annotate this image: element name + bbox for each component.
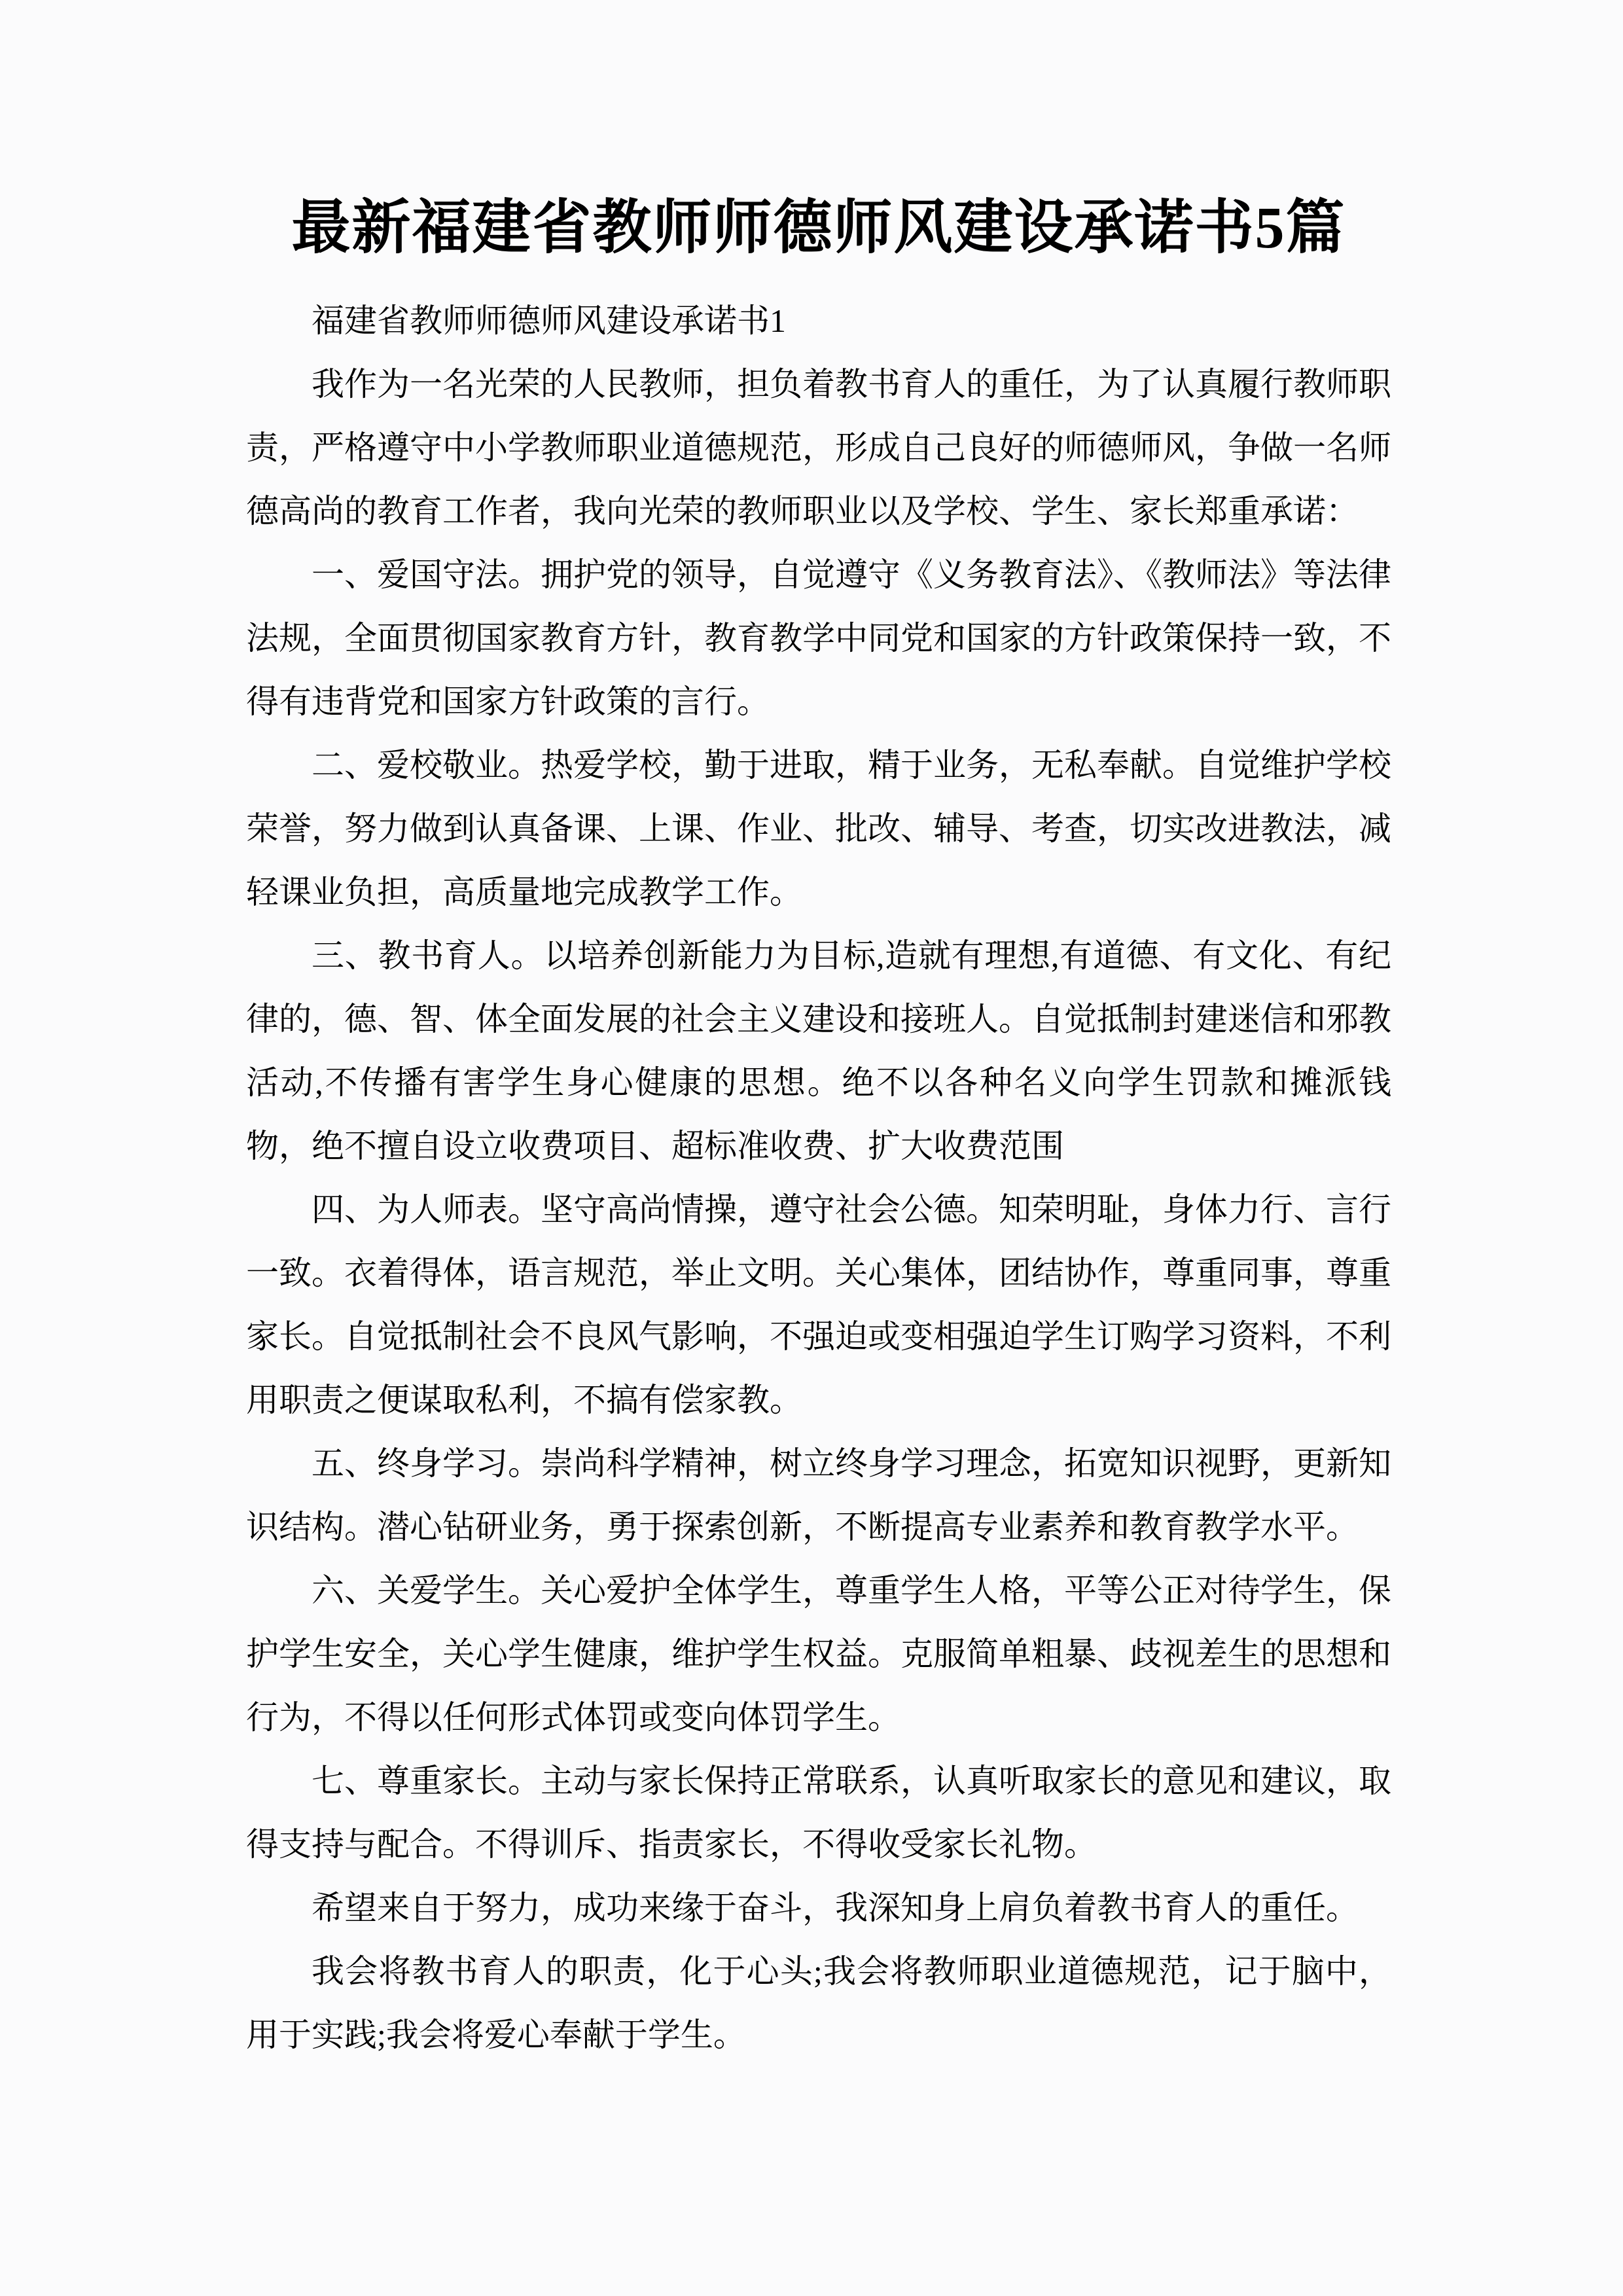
document-body <box>246 289 1391 2067</box>
document-title: 最新福建省教师师德师风建设承诺书5篇 <box>291 196 1346 260</box>
document-paragraph-item-2: 二、爱校敬业。热爱学校，勤于进取，精于业务，无私奉献。自觉维护学校荣誉，努力做到认真备课、上课、作业、批改、辅导、考查，切实改进教法，减轻课业负担，高质量地完成教学工作。 <box>246 747 1391 910</box>
document-paragraph-item-7: 七、尊重家长。主动与家长保持正常联系，认真听取家长的意见和建议，取得支持与配合。不得训斥、指责家长，不得收受家长礼物。 <box>246 1763 1391 1863</box>
document-paragraph-item-3: 三、教书育人。以培养创新能力为目标,造就有理想,有道德、有文化、有纪律的，德、智、体全面发展的社会主义建设和接班人。自觉抵制封建迷信和邪教活动,不传播有害学生身心健康的思想。绝不以各种名义向学生罚款和摊派钱物，绝不擅自设立收费项目、超标准收费、扩大收费范围 <box>246 937 1391 1164</box>
document-paragraph-item-5: 五、终身学习。崇尚科学精神，树立终身学习理念，拓宽知识视野，更新知识结构。潜心钻研业务，勇于探索创新，不断提高专业素养和教育教学水平。 <box>246 1445 1391 1545</box>
document-paragraph-closing-1: 希望来自于努力，成功来缘于奋斗，我深知身上肩负着教书育人的重任。 <box>312 1890 1359 1926</box>
document-paragraph-item-1: 一、爱国守法。拥护党的领导，自觉遵守《义务教育法》、《教师法》等法律法规，全面贯彻国家教育方针，教育教学中同党和国家的方针政策保持一致，不得有违背党和国家方针政策的言行。 <box>246 556 1391 720</box>
document-subtitle: 福建省教师师德师风建设承诺书1 <box>312 302 786 339</box>
document-paragraph-item-4: 四、为人师表。坚守高尚情操，遵守社会公德。知荣明耻，身体力行、言行一致。衣着得体，语言规范，举止文明。关心集体，团结协作，尊重同事，尊重家长。自觉抵制社会不良风气影响，不强迫或变相强迫学生订购学习资料，不利用职责之便谋取私利，不搞有偿家教。 <box>246 1191 1391 1418</box>
document-paragraph-closing-2: 我会将教书育人的职责，化于心头;我会将教师职业道德规范，记于脑中，用于实践;我会将爱心奉献于学生。 <box>246 1953 1391 2053</box>
document-paragraph-intro: 我作为一名光荣的人民教师，担负着教书育人的重任，为了认真履行教师职责，严格遵守中小学教师职业道德规范，形成自己良好的师德师风，争做一名师德高尚的教育工作者，我向光荣的教师职业以及学校、学生、家长郑重承诺： <box>246 366 1391 529</box>
document-paragraph-item-6: 六、关爱学生。关心爱护全体学生，尊重学生人格，平等公正对待学生，保护学生安全，关心学生健康，维护学生权益。克服简单粗暴、歧视差生的思想和行为，不得以任何形式体罚或变向体罚学生。 <box>246 1572 1391 1736</box>
